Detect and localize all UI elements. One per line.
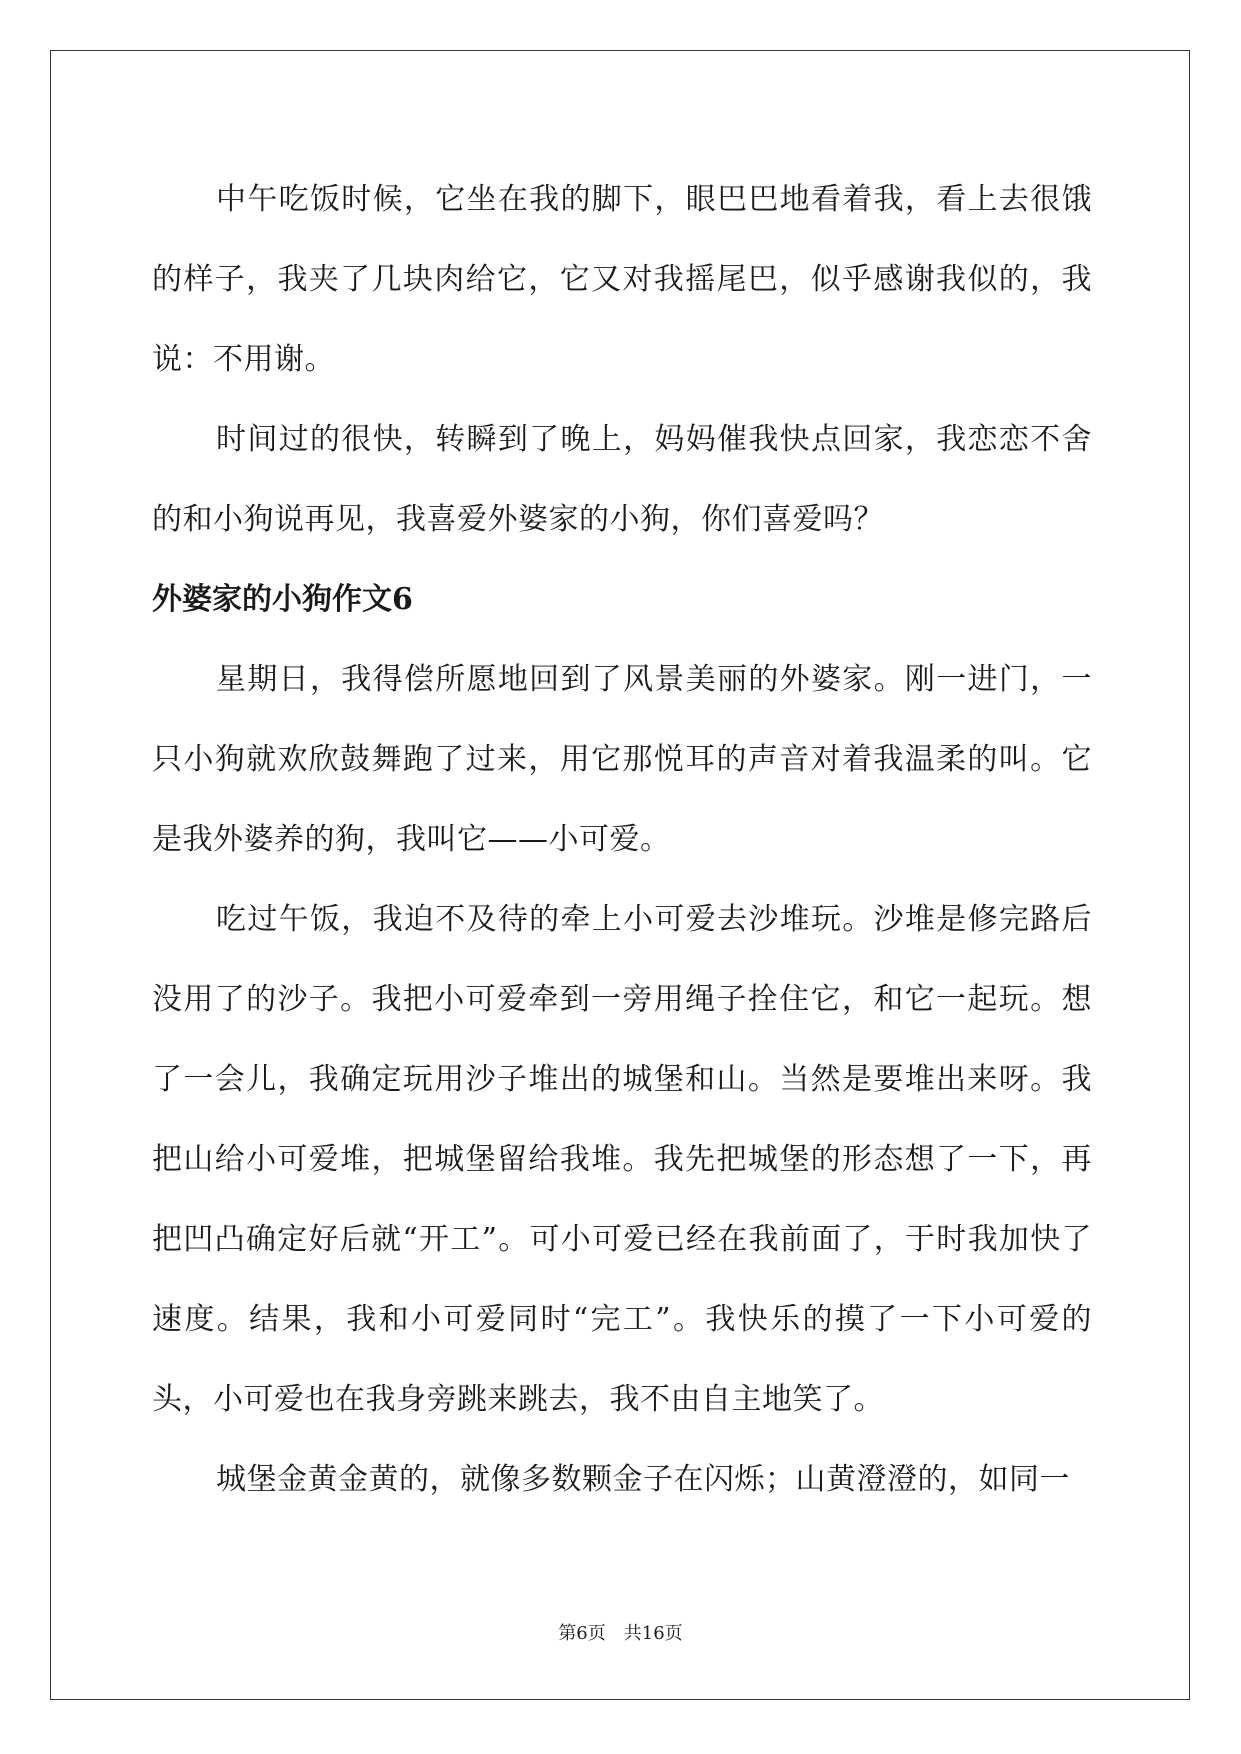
paragraph-lunch: 中午吃饭时候，它坐在我的脚下，眼巴巴地看着我，看上去很饿的样子，我夹了几块肉给它，它又对我摇尾巴，似乎感谢我似的，我说：不用谢。 bbox=[152, 182, 1092, 377]
paragraph-sunday: 星期日，我得偿所愿地回到了风景美丽的外婆家。刚一进门，一只小狗就欢欣鼓舞跑了过来，用它那悦耳的声音对着我温柔的叫。它是我外婆养的狗，我叫它——小可爱。 bbox=[152, 662, 1092, 857]
paragraph-castle: 城堡金黄金黄的，就像多数颗金子在闪烁；山黄澄澄的，如同一 bbox=[216, 1462, 1070, 1497]
page-footer bbox=[0, 1622, 1241, 1646]
page-number-total: 共16页 bbox=[623, 1623, 683, 1644]
page-number-current: 第6页 bbox=[558, 1623, 606, 1644]
paragraph-sandpile: 吃过午饭，我迫不及待的牵上小可爱去沙堆玩。沙堆是修完路后没用了的沙子。我把小可爱牵到一旁用绳子拴住它，和它一起玩。想了一会儿，我确定玩用沙子堆出的城堡和山。当然是要堆出来呀。我把山给小可爱堆，把城堡留给我堆。我先把城堡的形态想了一下，再把凹凸确定好后就“开工”。可小可爱已经在我前面了，于时我加快了速度。结果，我和小可爱同时“完工”。我快乐的摸了一下小可爱的头，小可爱也在我身旁跳来跳去，我不由自主地笑了。 bbox=[152, 902, 1092, 1417]
section-heading: 外婆家的小狗作文6 bbox=[152, 582, 413, 617]
document-body bbox=[152, 160, 1092, 1520]
paragraph-evening: 时间过的很快，转瞬到了晚上，妈妈催我快点回家，我恋恋不舍的和小狗说再见，我喜爱外婆家的小狗，你们喜爱吗？ bbox=[152, 422, 1092, 537]
